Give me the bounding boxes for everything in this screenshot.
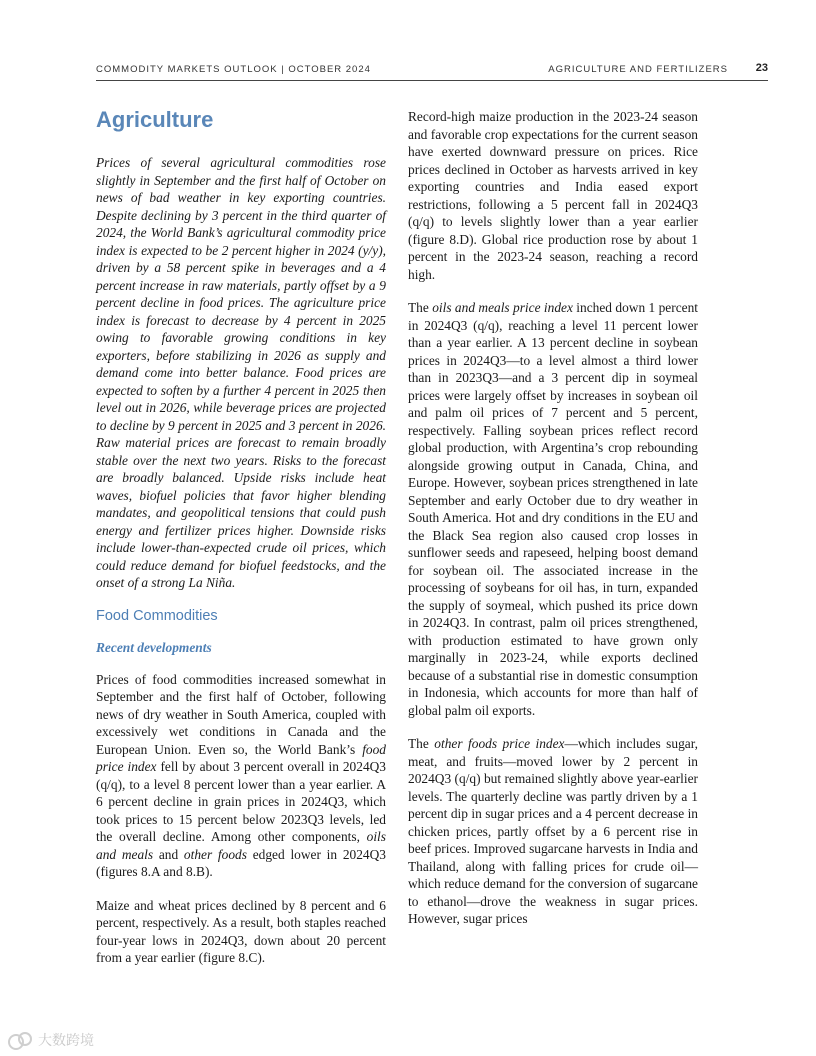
header-publication: COMMODITY MARKETS OUTLOOK | OCTOBER 2024 [96,64,371,75]
paragraph-oils-meals: The oils and meals price index inched down 1 percent in 2024Q3 (q/q), reaching a level 11 percent lower than a year earlier. A 13 percent decline in soybean prices in 2024Q3—to a level almost a third lower than in 2023Q3—and a 3 percent dip in soymeal prices were largely offset by increases in soybean oil and palm oil prices of 7 percent and 5 percent, respectively. Falling soybean prices reflect record global production, with Argentina’s crop rebounding alongside growing output in Canada, China, and Europe. However, soybean prices strengthened in late September and early October due to dry weather in South America. Hot and dry conditions in the EU and the Black Sea region also caused crop losses in sunflower seeds and rapeseed, helping boost demand for soybean oil. The associated increase in the processing of soybeans for oil has, in turn, expanded the supply of soymeal, which pushed its price down in 2024Q3. In contrast, palm oil prices strengthened, with production estimated to have grown only marginally in 2023-24, while exports declined because of a substantial rise in domestic consumption in Indonesia, which accounts for more than half of global palm oil exports. [408,300,698,718]
paragraph-maize-rice: Record-high maize production in the 2023-24 season and favorable crop expectations for the current season have exerted downward pressure on prices. Rice prices declined in October as harvests arrived in key exporting countries and India eased export restrictions, following a 5 percent fall in 2024Q3 (q/q) to levels slightly lower than a year earlier (figure 8.D). Global rice production rose by about 1 percent in the 2023-24 season, reaching a record high. [408,109,698,282]
page-title: Agriculture [96,107,214,132]
right-column [408,108,698,944]
watermark-logo-icon [8,1032,34,1048]
left-column [96,108,386,983]
header-chapter: AGRICULTURE AND FERTILIZERS [548,64,728,75]
intro-paragraph: Prices of several agricultural commodities rose slightly in September and the first half of October on news of bad weather in key exporting countries. Despite declining by 3 percent in the third quarter of 2024, the World Bank’s agricultural commodity price index is expected to be 2 percent higher in 2024 (y/y), driven by a 58 percent spike in beverages and a 4 percent increase in raw materials, partly offset by a 9 percent decline in food prices. The agriculture price index is forecast to decrease by 4 percent in 2025 owing to favorable growing conditions in key exporters, before stabilizing in 2026 as supply and demand come into better balance. Food prices are expected to soften by a further 4 percent in 2025 then level out in 2026, while beverage prices are projected to decline by 9 percent in 2025 and 3 percent in 2026. Raw material prices are forecast to remain broadly stable over the next two years. Risks to the forecast are broadly balanced. Upside risks include heat waves, biofuel policies that favor higher blending mandates, and geopolitical tensions that could push energy and fertilizer prices higher. Downside risks include lower-than-expected crude oil prices, which could reduce demand for biofuel feedstocks, and the onset of a strong La Niña. [96,155,386,590]
paragraph-maize-wheat: Maize and wheat prices declined by 8 percent and 6 percent, respectively. As a result, both staples reached four-year lows in 2024Q3, down about 20 percent from a year earlier (figure 8.C). [96,897,386,965]
subsection-heading: Recent developments [96,640,212,655]
page-number: 23 [755,62,768,74]
section-heading: Food Commodities [96,607,218,624]
paragraph-food-prices: Prices of food commodities increased somewhat in September and the first half of October, following news of dry weather in South America, coupled with excessively wet conditions in Canada and the European Union. Even so, the World Bank’s food price index fell by about 3 percent overall in 2024Q3 (q/q), to a level 8 percent lower than a year earlier. A 6 percent decline in grain prices in 2024Q3, which took prices to 15 percent below 2023Q3 levels, led the overall decline. Among other components, oils and meals and other foods edged lower in 2024Q3 (figures 8.A and 8.B). [96,671,387,879]
watermark [8,1030,94,1050]
watermark-text: 大数跨境 [38,1033,94,1049]
paragraph-other-foods: The other foods price index—which includes sugar, meat, and fruits—moved lower by 2 percent in 2024Q3 (q/q) but remained slightly above year-earlier levels. The quarterly decline was partly driven by a 1 percent dip in sugar prices and a 4 percent decrease in chicken prices, partly offset by a 6 percent rise in beef prices. Improved sugarcane harvests in India and Thailand, along with falling prices for crude oil—which reduce demand for the conversion of sugarcane to ethanol—drove the weakness in sugar prices. However, sugar prices [408,736,698,926]
running-header [96,62,768,81]
